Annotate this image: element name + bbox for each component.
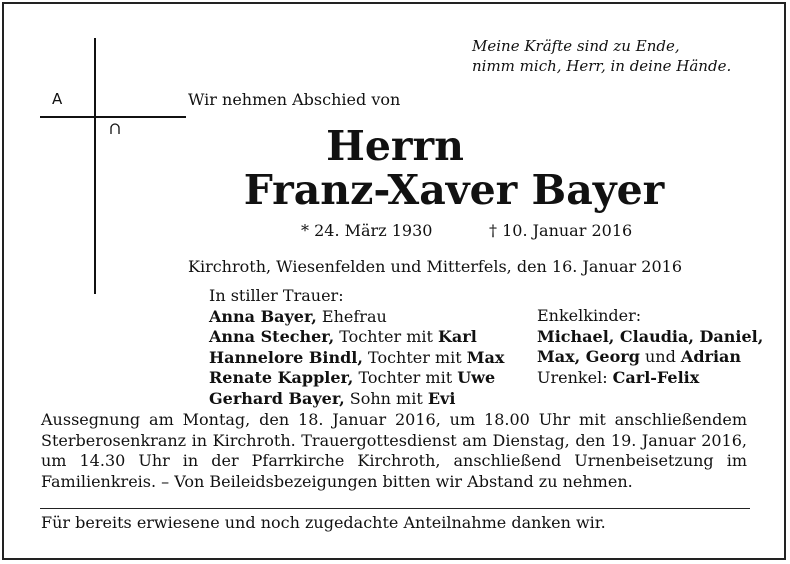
grandchildren-list <box>537 306 763 388</box>
grandchildren-line-2: Max, Georg und Adrian <box>537 347 742 366</box>
birth-date: * 24. März 1930 <box>301 221 433 240</box>
death-date: † 10. Januar 2016 <box>489 221 633 240</box>
mourners-list <box>209 286 504 409</box>
funeral-notice: Aussegnung am Montag, den 18. Januar 2016, um 18.00 Uhr mit anschließendem Sterberosenkranz in Kirchroth. Trauergottesdienst am Dienstag, den 19. Januar 2016, um 14.30 Uhr in der Pfarrkirche Kirchroth, anschließend Urnenbeisetzung im Familienkreis. – Von Beileidsbezeigungen bitten wir Abstand zu nehmen. <box>41 410 747 491</box>
divider <box>40 508 750 509</box>
mourner-row: Hannelore Bindl, Tochter mit Max <box>209 347 505 367</box>
thanks-text: Für bereits erwiesene und noch zugedachte Anteilnahme danken wir. <box>41 513 606 532</box>
place-and-date: Kirchroth, Wiesenfelden und Mitterfels, den 16. Januar 2016 <box>188 257 683 276</box>
mourner-row: Renate Kappler, Tochter mit Uwe <box>209 368 496 387</box>
grandchildren-label: Enkelkinder: <box>537 306 642 325</box>
mourner-row: Anna Stecher, Tochter mit Karl <box>209 327 477 346</box>
cross-horizontal-beam <box>40 116 186 118</box>
title-salutation: Herrn <box>326 122 464 170</box>
mourner-row: Anna Bayer, Ehefrau <box>209 306 387 326</box>
quote-line-1: Meine Kräfte sind zu Ende, <box>472 37 680 55</box>
mourners-heading: In stiller Trauer: <box>209 286 344 305</box>
alpha-icon: A <box>52 90 63 108</box>
mourner-row: Gerhard Bayer, Sohn mit Evi <box>209 388 456 408</box>
bible-quote <box>472 36 731 76</box>
grandchildren-line-1: Michael, Claudia, Daniel, <box>537 326 764 346</box>
quote-line-2: nimm mich, Herr, in deine Hände. <box>472 57 732 75</box>
deceased-name: Franz-Xaver Bayer <box>243 166 665 214</box>
great-grandchild-line: Urenkel: Carl-Felix <box>537 367 700 387</box>
intro-text: Wir nehmen Abschied von <box>188 90 401 109</box>
